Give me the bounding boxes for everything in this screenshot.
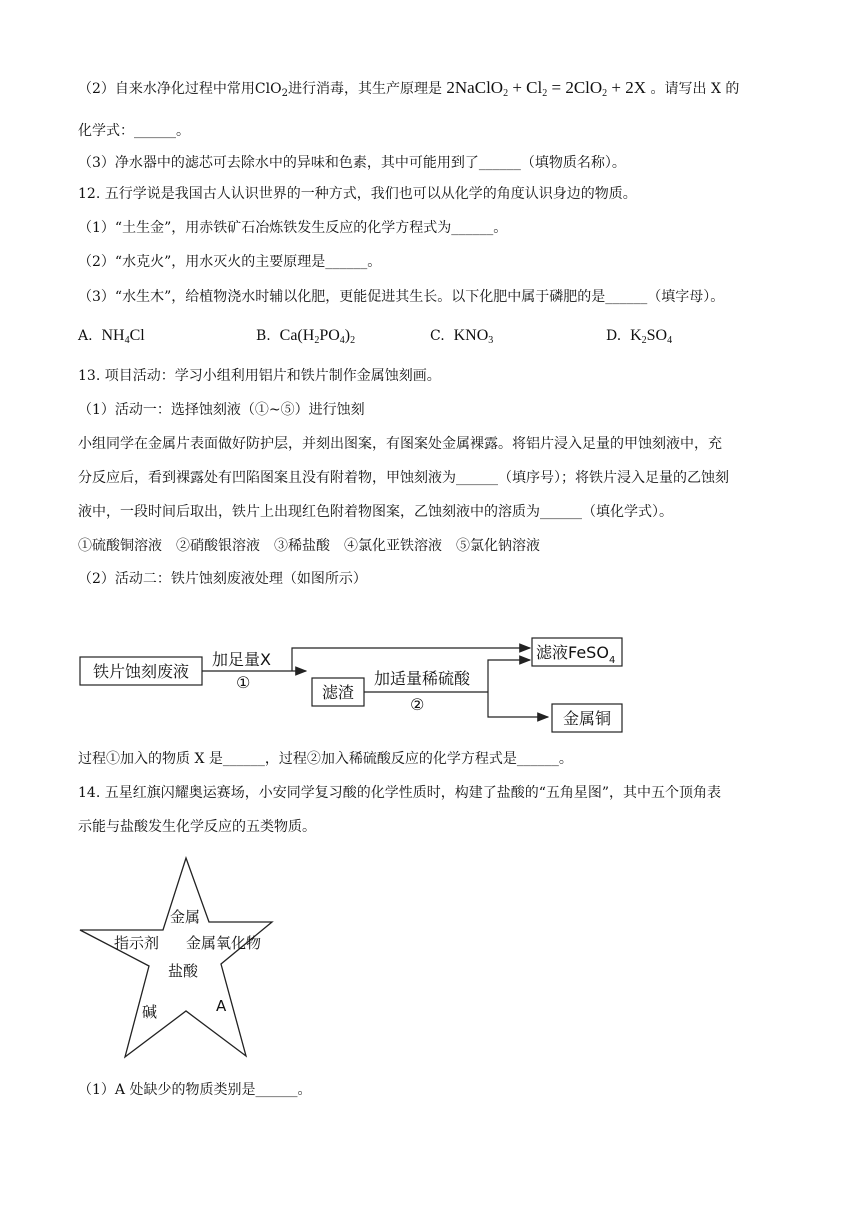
star-outline (80, 858, 272, 1057)
q13-part2: （2）活动二：铁片蚀刻废液处理（如图所示） (78, 571, 367, 587)
q11-part2-text-a: （2）自来水净化过程中常用ClO (78, 81, 282, 97)
q11-part2-line (78, 78, 739, 99)
arrow-branch-down (488, 692, 548, 717)
star-label-base: 碱 (142, 1003, 158, 1021)
q13-text-line2: 分反应后，看到裸露处有凹陷图案且没有附着物，甲蚀刻液为______（填序号）；将铁片浸入足量的乙蚀刻 (78, 470, 729, 486)
q12-option-a: A. $NH_4Cl$ (78, 327, 145, 346)
star-label-hcl: 盐酸 (168, 962, 199, 980)
q13-stem: 13. 项目活动：学习小组利用铝片和铁片制作金属蚀刻画。 (78, 368, 441, 384)
q11-equation: 2NaClO$_2$ + $Cl_2 = 2ClO_2 + 2X$ (446, 78, 647, 99)
q12-option-d: D. $K_2SO_4$ (606, 327, 673, 346)
q13-after-diagram: 过程①加入的物质 X 是______，过程②加入稀硫酸反应的化学方程式是______。 (78, 751, 573, 767)
q14-text-line2: 示能与盐酸发生化学反应的五类物质。 (78, 819, 316, 835)
star-label-metal: 金属 (170, 908, 201, 926)
q13-text-line1: 小组同学在金属片表面做好防护层，并刻出图案，有图案处金属裸露。将铝片浸入足量的甲蚀刻液中，充 (78, 436, 722, 452)
box-copper-label: 金属铜 (562, 709, 612, 728)
q11-part2-sub: 2 (281, 88, 288, 99)
q11-part2-answer-line: 化学式：______。 (78, 123, 190, 139)
q14-part1: （1）A 处缺少的物质类别是______。 (78, 1082, 312, 1098)
step2-number: ② (410, 695, 425, 714)
star-diagram (70, 850, 370, 1070)
q13-options-line: ①硫酸铜溶液 ②硝酸银溶液 ③稀盐酸 ④氯化亚铁溶液 ⑤氯化钠溶液 (78, 538, 540, 554)
star-label-a: A (216, 997, 227, 1015)
star-label-metal-oxide: 金属氧化物 (186, 934, 262, 952)
q11-part2-text-b: 进行消毒，其生产原理是 (287, 81, 442, 97)
q12-part3: （3）“水生木”，给植物浇水时辅以化肥，更能促进其生长。以下化肥中属于磷肥的是______（填字母）。 (78, 289, 725, 305)
box-waste-liquid-label: 铁片蚀刻废液 (92, 662, 190, 681)
q13-text-line3: 液中，一段时间后取出，铁片上出现红色附着物图案，乙蚀刻液中的溶质为______（填化学式）。 (78, 504, 673, 520)
q12-option-c: C. $KNO_3$ (430, 327, 494, 346)
q12-part1: （1）“土生金”，用赤铁矿石冶炼铁发生反应的化学方程式为______。 (78, 220, 508, 236)
q13-part1: （1）活动一：选择蚀刻液（①~⑤）进行蚀刻 (78, 402, 365, 418)
step1-number: ① (236, 673, 251, 692)
step2-label: 加适量稀硫酸 (374, 669, 471, 688)
process-flow-diagram (0, 620, 860, 740)
step1-label: 加足量X (212, 650, 271, 669)
q12-part2: （2）“水克火”，用水灭火的主要原理是______。 (78, 254, 382, 270)
q12-stem: 12. 五行学说是我国古人认识世界的一种方式，我们也可以从化学的角度认识身边的物质。 (78, 186, 637, 202)
box-residue-label: 滤渣 (321, 683, 355, 702)
q11-part3-line: （3）净水器中的滤芯可去除水中的异味和色素，其中可能用到了______（填物质名称）。 (78, 155, 626, 171)
q14-text-line1: 14. 五星红旗闪耀奥运赛场，小安同学复习酸的化学性质时，构建了盐酸的“五角星图”，其中五个顶角表 (78, 785, 722, 801)
q12-option-b: B. $Ca(H_2PO_4)_2$ (256, 327, 356, 346)
arrow-branch-up (488, 660, 530, 692)
star-label-indicator: 指示剂 (114, 934, 160, 952)
q11-part2-text-c: 。请写出 X 的 (650, 81, 740, 97)
box-filtrate-label: 滤液FeSO$_4$ (536, 643, 616, 666)
